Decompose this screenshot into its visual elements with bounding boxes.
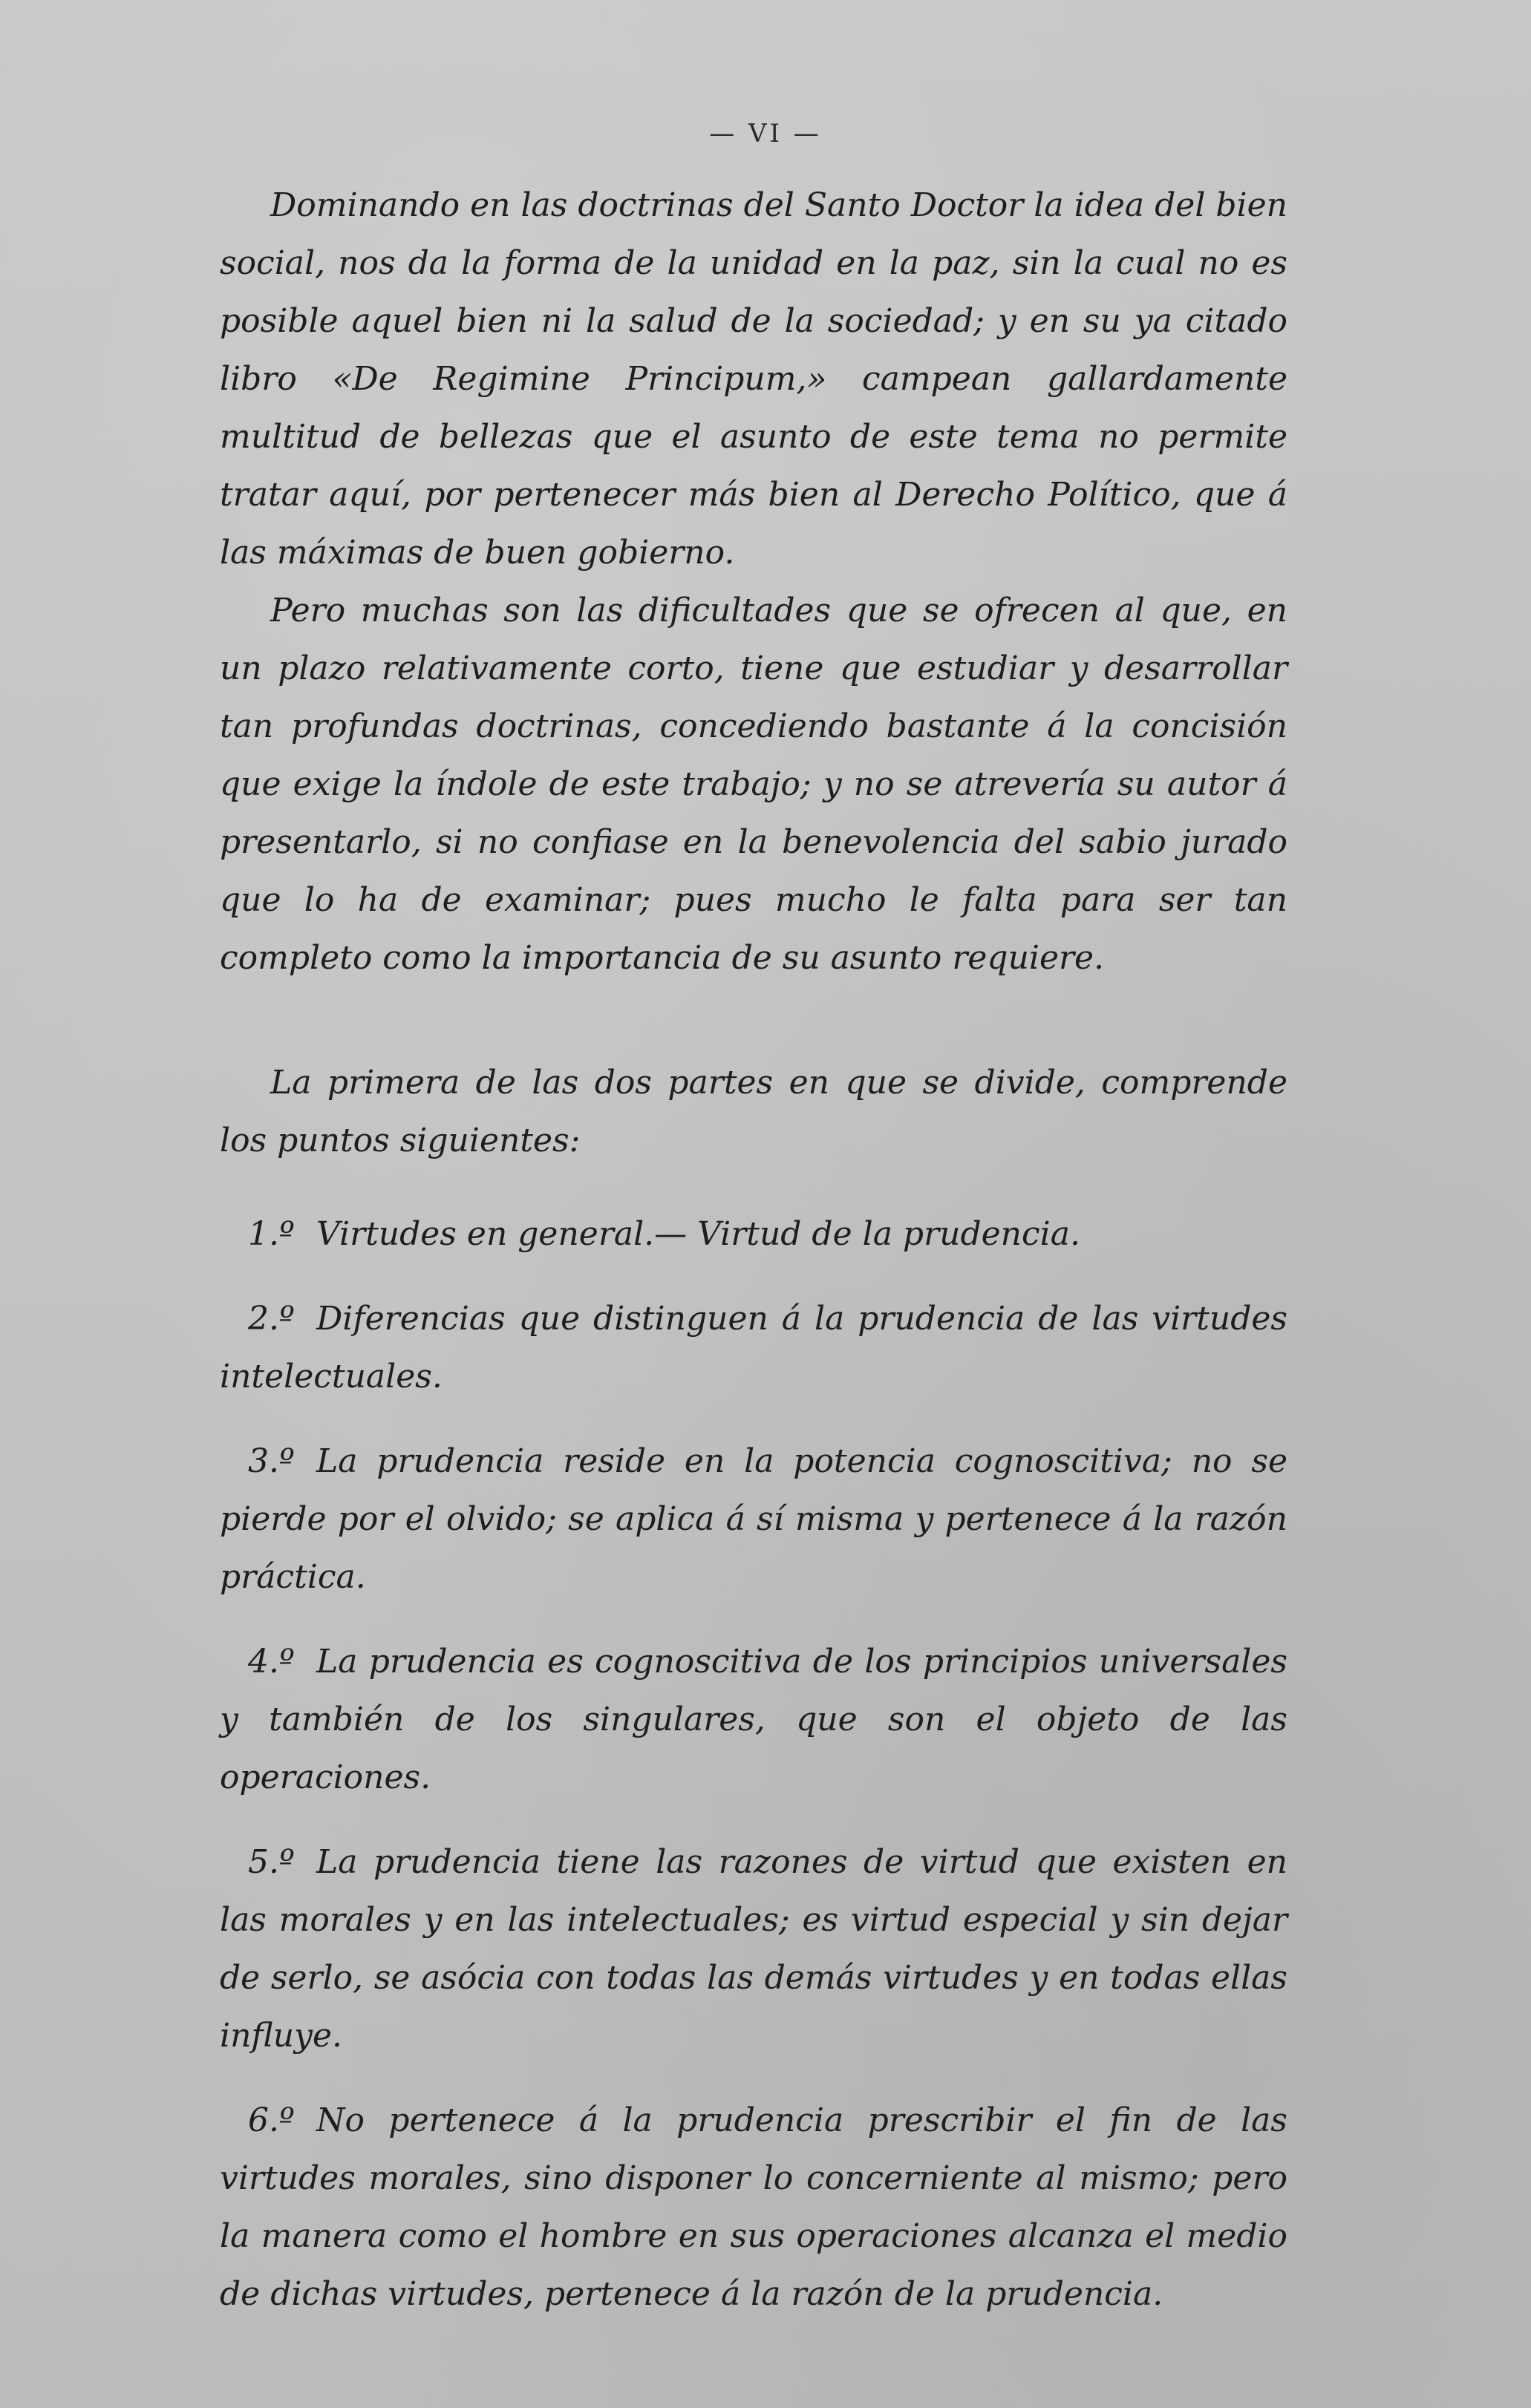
paragraph-dominando: Dominando en las doctrinas del Santo Doctor la idea del bien social, nos da la forma de la unidad en la paz, sin la cual no es posible aquel bien ni la salud de la sociedad; y en su ya citado libro «De Regimine Principum,» campean gallardamente multitud de bellezas que el asunto de este tema no permite tratar aquí, por pertenecer más bien al Derecho Político, que á las máximas de buen gobierno. — [220, 186, 1287, 572]
point-text: Diferencias que distinguen á la prudencia de las virtudes intelectuales. — [220, 1300, 1287, 1396]
point-text: La prudencia reside en la potencia cognoscitiva; no se pierde por el olvido; se aplica á sí misma y pertenece á la razón práctica. — [220, 1442, 1287, 1596]
paragraph-dificultades: Pero muchas son las dificultades que se ofrecen al que, en un plazo relativamente corto, tiene que estudiar y desarrollar tan profundas doctrinas, concediendo bastante á la concisión que exige la índole de este trabajo; y no se atrevería su autor á presentarlo, si no confiase en la benevolencia del sabio jurado que lo ha de examinar; pues mucho le falta para ser tan completo como la importancia de su asunto requiere. — [220, 592, 1287, 977]
point-item — [220, 1433, 1287, 1606]
point-item — [220, 1833, 1287, 2065]
point-item — [220, 2092, 1287, 2323]
paragraph-primera-parte: La primera de las dos partes en que se divide, comprende los puntos siguientes: — [220, 1064, 1287, 1159]
points-section — [220, 1054, 1287, 2350]
point-item — [220, 1290, 1287, 1406]
point-number: 5.º — [248, 1843, 295, 1881]
point-item — [220, 1205, 1287, 1263]
point-number: 1.º — [248, 1215, 295, 1253]
point-text: No pertenece á la prudencia prescribir el fin de las virtudes morales, sino disponer lo concerniente al mismo; pero la manera como el hombre en sus operaciones alcanza el medio de dichas virtudes, pertenece á la razón de la prudencia. — [220, 2101, 1287, 2313]
point-text: La prudencia es cognoscitiva de los principios universales y también de los singulares, que son el objeto de las operaciones. — [220, 1643, 1287, 1796]
point-number: 3.º — [248, 1442, 295, 1480]
point-number: 4.º — [248, 1643, 295, 1681]
point-number: 6.º — [248, 2101, 295, 2139]
point-text: La prudencia tiene las razones de virtud que existen en las morales y en las intelectuales; es virtud especial y sin dejar de serlo, se asócia con todas las demás virtudes y en todas ellas influye. — [220, 1843, 1287, 2055]
page-number: — VI — — [709, 119, 822, 148]
point-item — [220, 1633, 1287, 1807]
point-number: 2.º — [248, 1300, 295, 1338]
intro-text — [220, 177, 1287, 987]
point-text: Virtudes en general.— Virtud de la prudencia. — [316, 1215, 1080, 1253]
